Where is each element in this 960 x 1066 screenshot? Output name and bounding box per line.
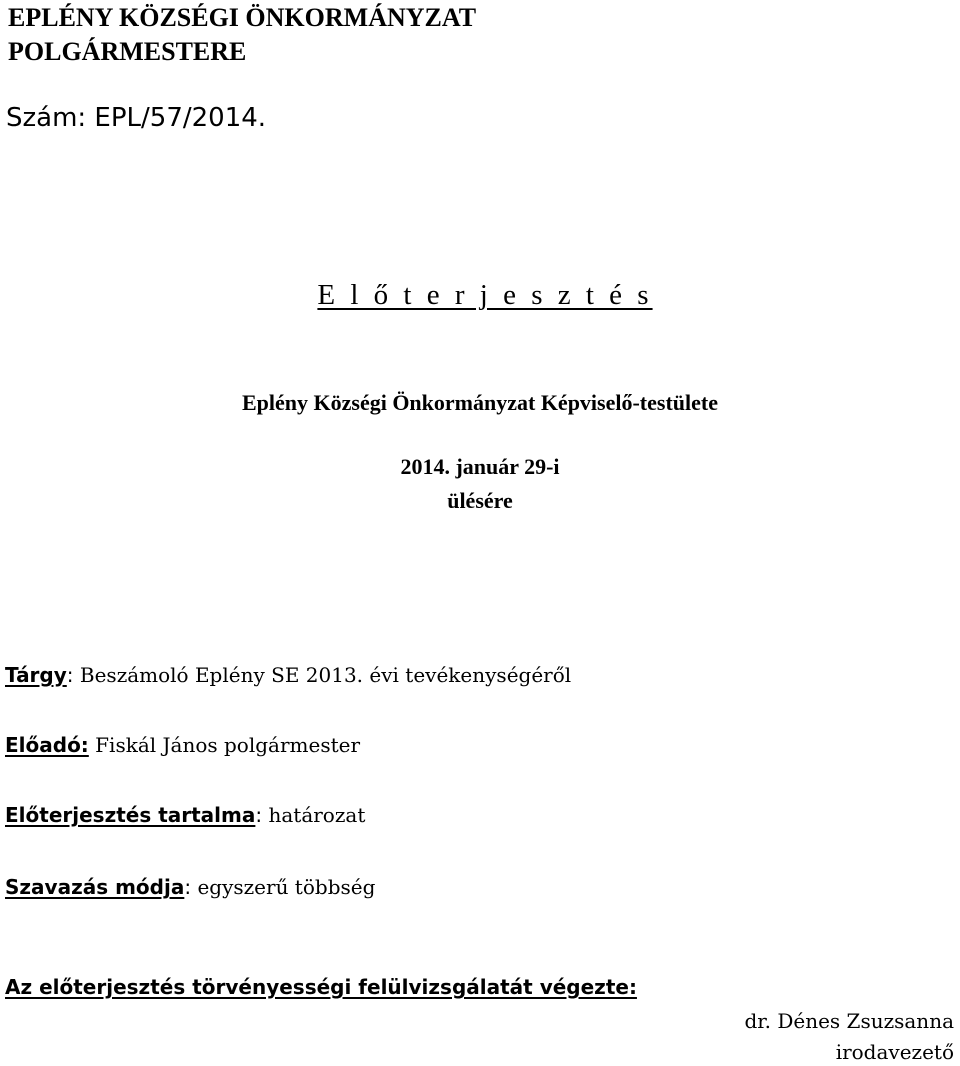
voting-method-label: Szavazás módja <box>5 875 185 899</box>
subject-label: Tárgy <box>5 663 67 687</box>
subject-value: Beszámoló Eplény SE 2013. évi tevékenységéről <box>79 663 572 687</box>
reference-number: Szám: EPL/57/2014. <box>6 103 267 133</box>
meeting-date: 2014. január 29-i <box>400 454 560 479</box>
voting-method-separator: : <box>184 875 198 899</box>
addressee: Eplény Községi Önkormányzat Képviselő-testülete <box>241 390 718 415</box>
presenter-field <box>5 731 360 759</box>
voting-method-value: egyszerű többség <box>197 875 376 899</box>
signer-title: irodavezető <box>835 1040 954 1064</box>
presenter-label: Előadó: <box>5 733 89 757</box>
header-line-2: POLGÁRMESTERE <box>8 37 247 66</box>
voting-method-field <box>5 873 375 901</box>
signer-name: dr. Dénes Zsuzsanna <box>744 1009 954 1033</box>
subject-field <box>5 661 571 689</box>
header-line-1: EPLÉNY KÖZSÉGI ÖNKORMÁNYZAT <box>8 3 477 32</box>
subject-separator: : <box>66 663 80 687</box>
content-type-label: Előterjesztés tartalma <box>5 803 256 827</box>
content-type-separator: : <box>255 803 269 827</box>
content-type-value: határozat <box>268 803 366 827</box>
presenter-value: Fiskál János polgármester <box>95 733 361 757</box>
document-title: E l ő t e r j e s z t é s <box>317 279 653 311</box>
meeting-suffix: ülésére <box>447 488 513 513</box>
legality-review-label: Az előterjesztés törvényességi felülvizsgálatát végezte: <box>5 975 637 999</box>
content-type-field <box>5 801 365 829</box>
